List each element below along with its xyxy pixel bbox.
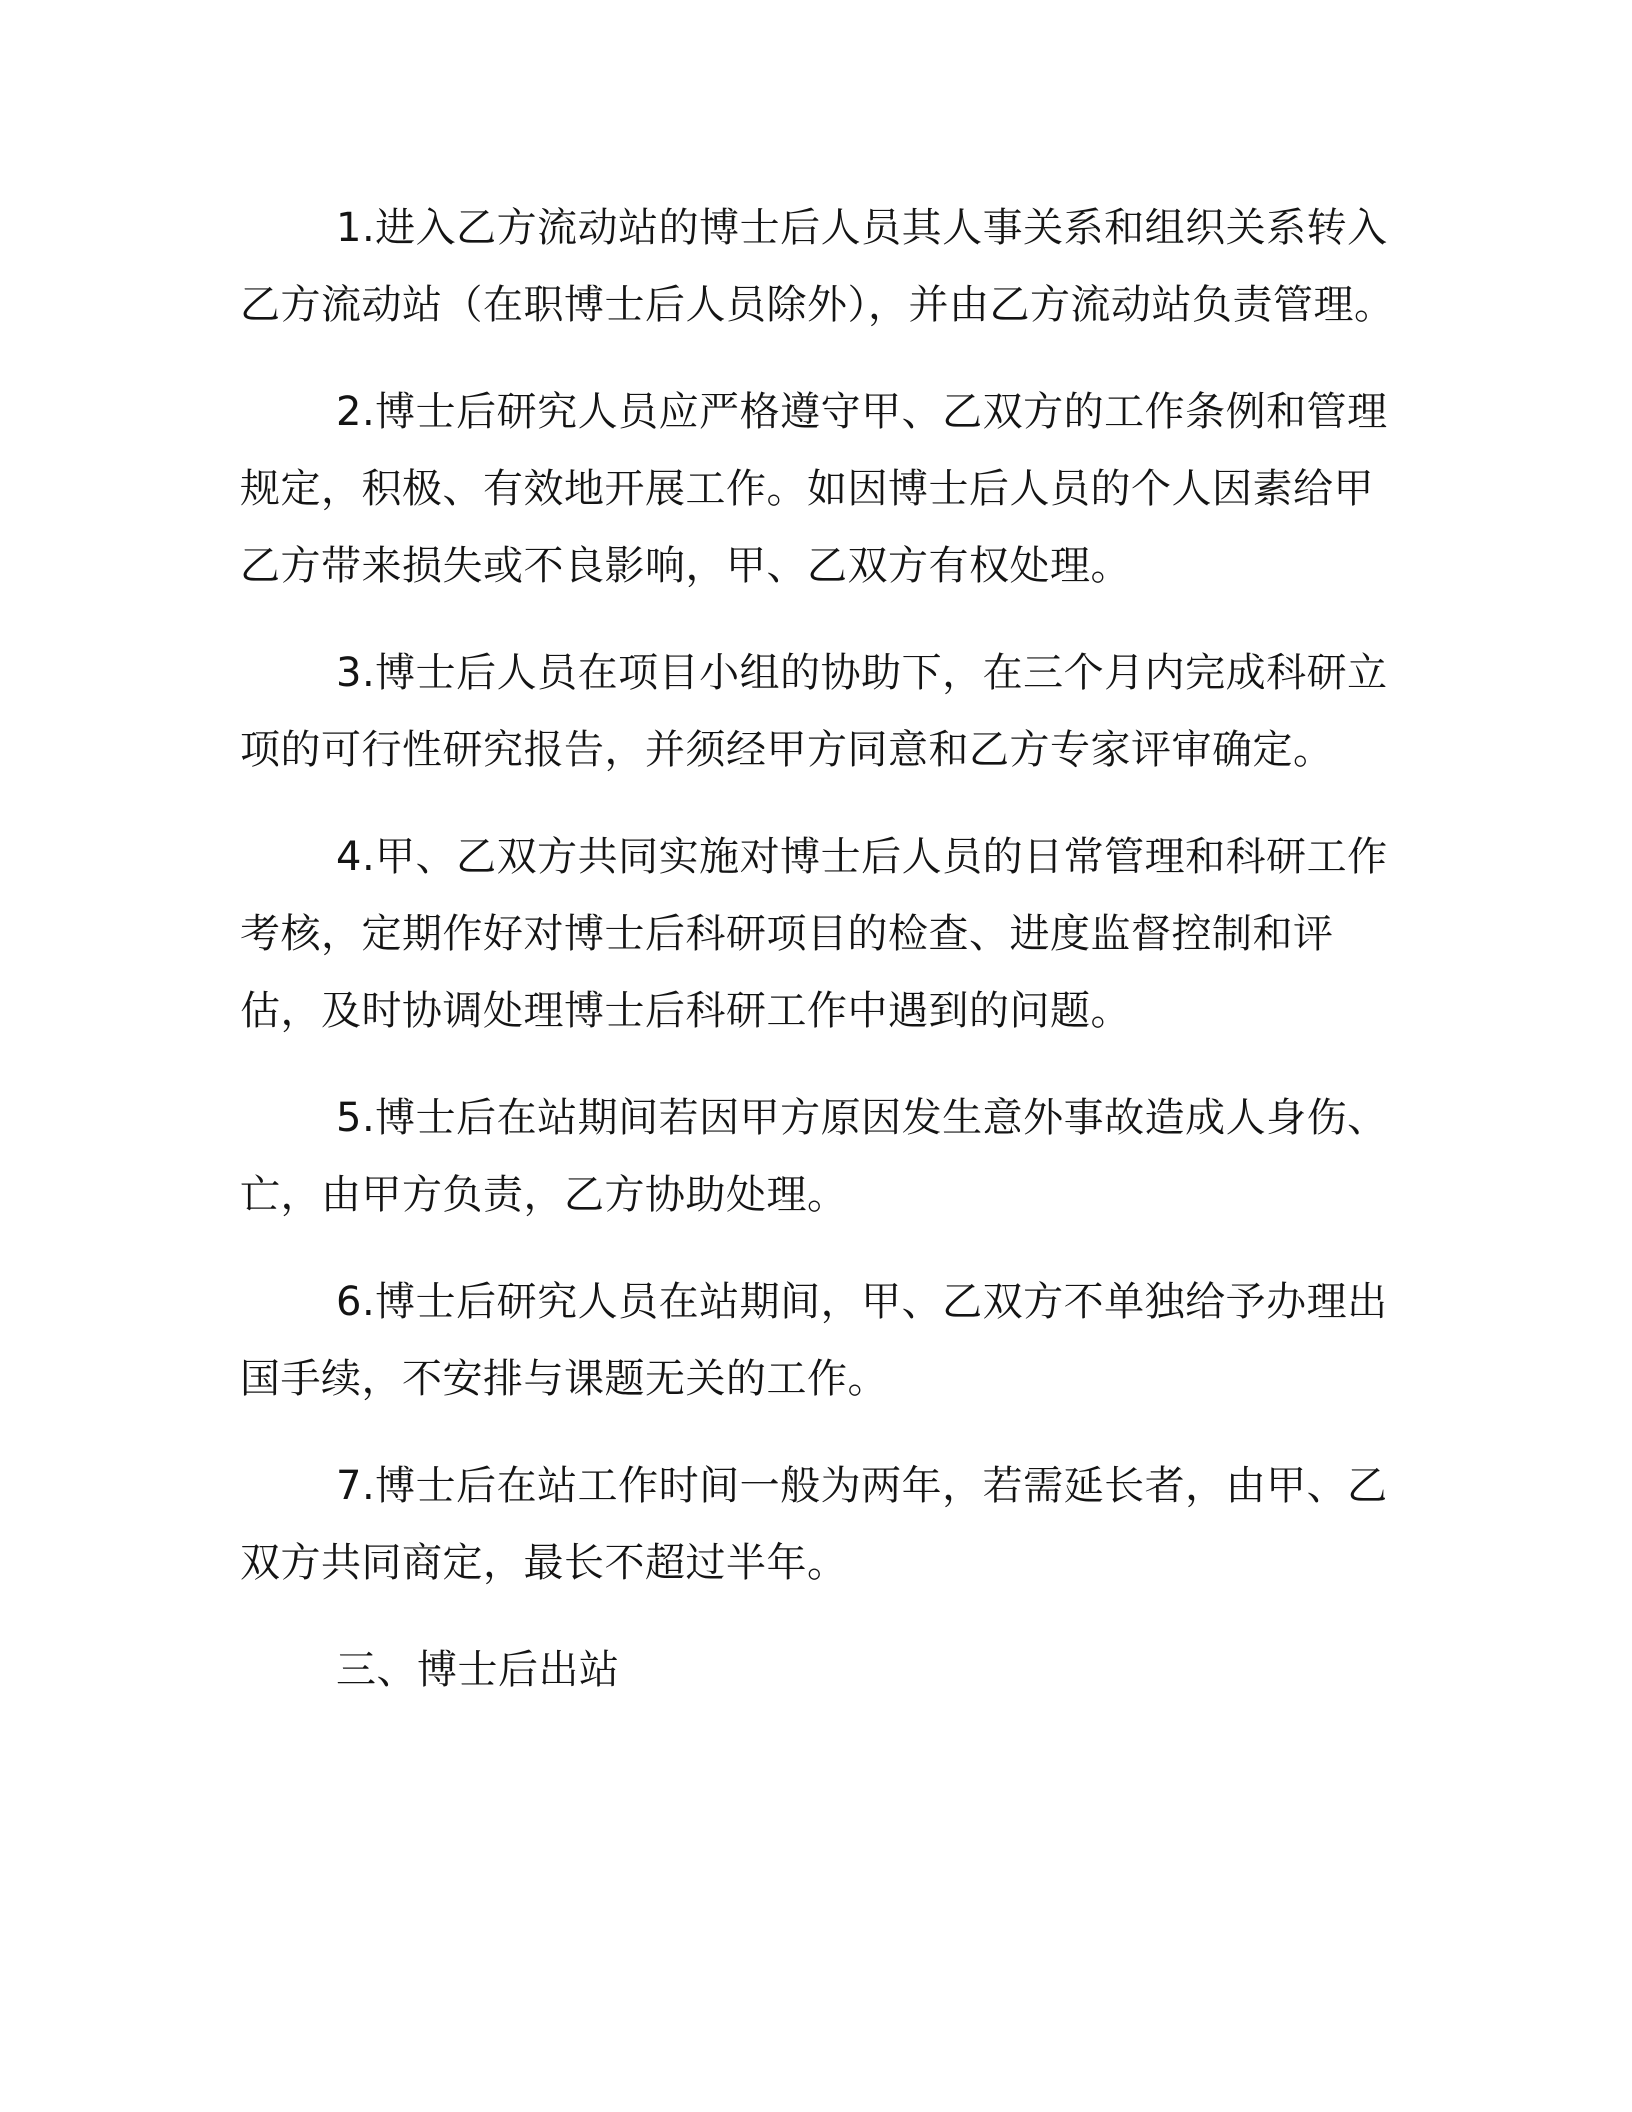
paragraph-4: 4.甲、乙双方共同实施对博士后人员的日常管理和科研工作考核，定期作好对博士后科研项目的检查、进度监督控制和评估，及时协调处理博士后科研工作中遇到的问题。 bbox=[240, 834, 1388, 1034]
paragraph-5: 5.博士后在站期间若因甲方原因发生意外事故造成人身伤、亡，由甲方负责，乙方协助处理。 bbox=[240, 1095, 1388, 1218]
paragraph-3: 3.博士后人员在项目小组的协助下，在三个月内完成科研立项的可行性研究报告，并须经甲方同意和乙方专家评审确定。 bbox=[240, 650, 1388, 773]
paragraph-2: 2.博士后研究人员应严格遵守甲、乙双方的工作条例和管理规定，积极、有效地开展工作。如因博士后人员的个人因素给甲乙方带来损失或不良影响，甲、乙双方有权处理。 bbox=[240, 389, 1388, 589]
paragraph-1: 1.进入乙方流动站的博士后人员其人事关系和组织关系转入乙方流动站（在职博士后人员除外），并由乙方流动站负责管理。 bbox=[240, 205, 1395, 328]
section-heading: 三、博士后出站 bbox=[336, 1647, 620, 1693]
paragraph-6: 6.博士后研究人员在站期间，甲、乙双方不单独给予办理出国手续，不安排与课题无关的工作。 bbox=[240, 1279, 1388, 1402]
paragraph-7: 7.博士后在站工作时间一般为两年，若需延长者，由甲、乙双方共同商定，最长不超过半年。 bbox=[240, 1463, 1388, 1586]
document-body bbox=[240, 190, 1400, 1739]
